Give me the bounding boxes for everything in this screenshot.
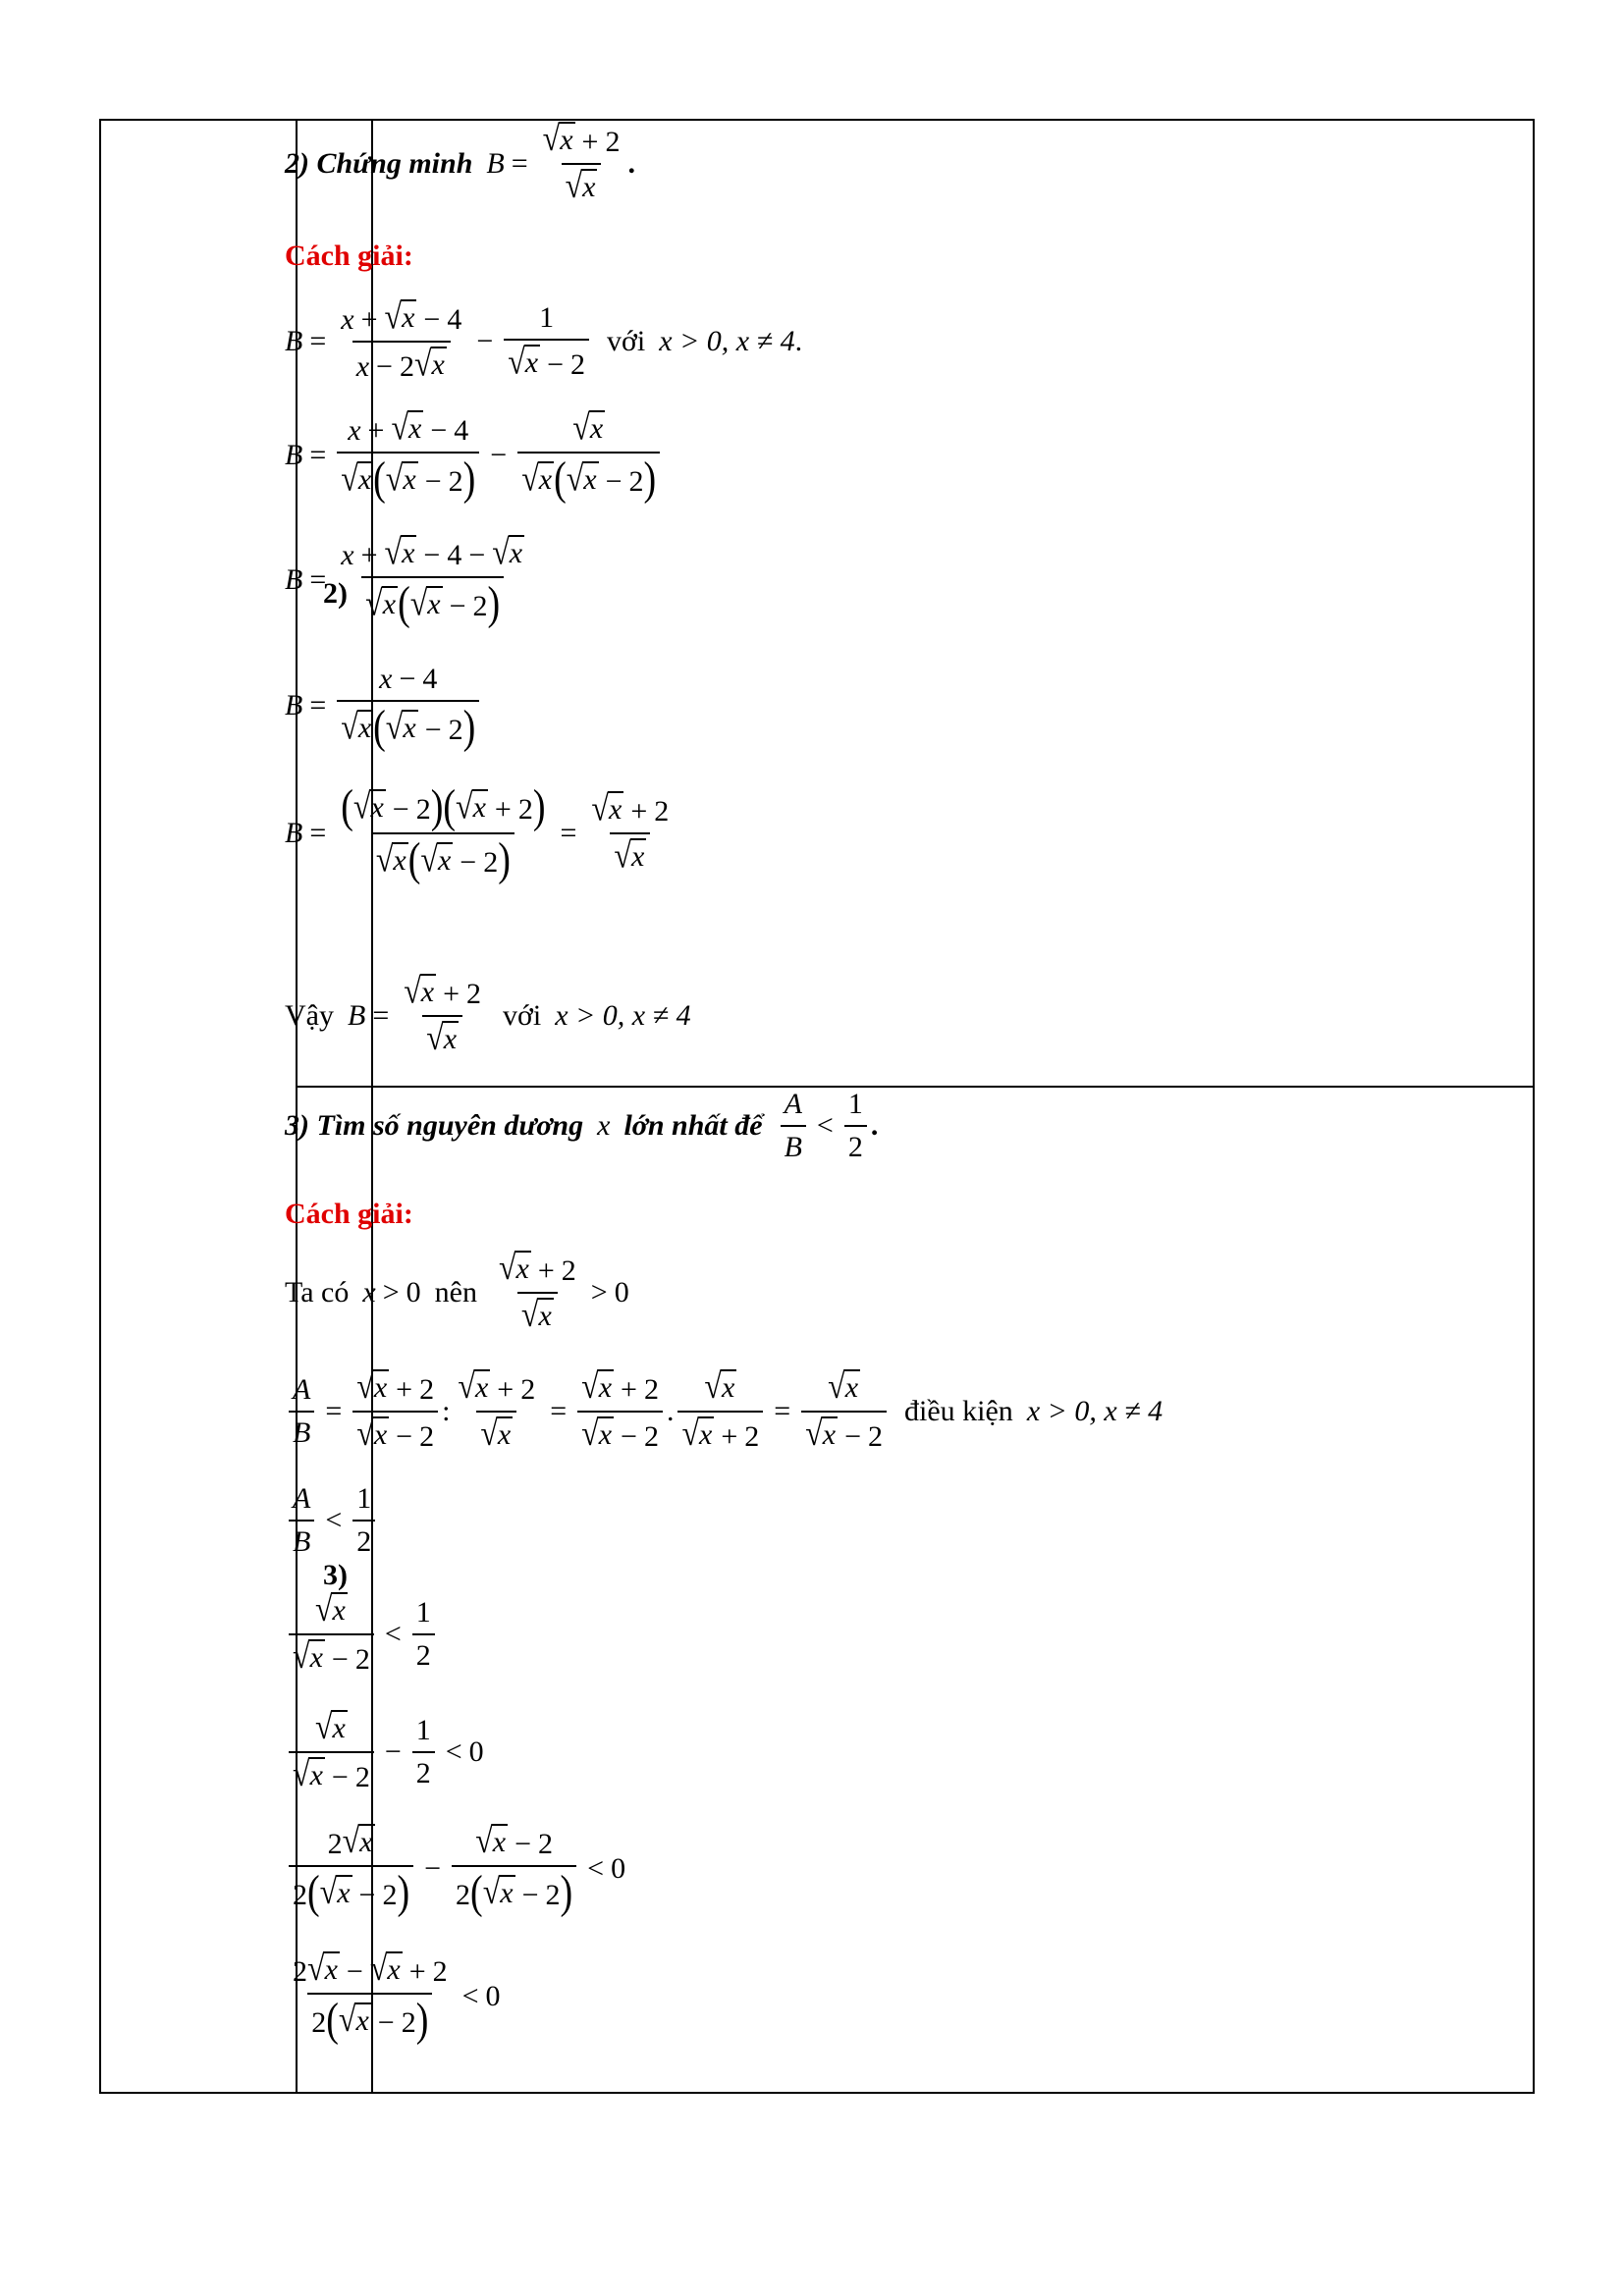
part-3-step-1: Ta có x > 0 nên √ x + 2 √ x > 0 — [285, 1246, 629, 1335]
part-2-step-3: B = x + √ x − 4 − √ x √ x ( √ x − 2) — [285, 530, 523, 630]
row-number-3: 3) — [323, 1559, 348, 1591]
part-2-title: 2) Chứng minh B = √ x + 2 √ x . — [285, 117, 635, 206]
part-2-method-label: Cách giải: — [285, 240, 413, 272]
part-2-step-5: B = ( √ x − 2)( √ x + 2) √ x ( √ x − 2) = √ x + 2 √ x — [285, 780, 670, 886]
part-3-step-4: √ x √ x − 2 < $\frac{1}{2}$ — [285, 1592, 439, 1677]
part-3-step-5: √ x √ x − 2 − $\frac{1}{2}$ < 0 — [285, 1710, 484, 1794]
table-column-empty — [101, 121, 298, 2092]
part-3-step-3: $\frac{A}{B}$ < $\frac{1}{2}$ — [285, 1482, 379, 1559]
part-3-method-label: Cách giải: — [285, 1198, 413, 1230]
part-2-step-4: B = x − 4 √ x ( √ x − 2) — [285, 663, 483, 749]
part-2-step-1: B = x + √ x − 4 x − 2 √ x − 1 √ x − 2 với x > 0, x ≠ 4 . — [285, 294, 803, 384]
part-3-step-6: 2 √ x 2( √ x − 2) − √ x − 2 2( √ x − 2) < 0 — [285, 1824, 625, 1914]
part-2-conclusion: Vậy B = √ x + 2 √ x với x > 0, x ≠ 4 — [285, 969, 691, 1058]
row-number-2: 2) — [323, 577, 348, 610]
part-3-step-2: $\frac{A}{B}$ = √ x + 2 √ x − 2 : √ x + 2 √ x = √ x + 2 √ x − 2 . √ x √ x + 2 = √ x √ x − 2 điều kiện x > 0, x ≠ 4 — [285, 1369, 1163, 1454]
part-3-title: 3) Tìm số nguyên dương x lớn nhất để $\frac{A}{B}$ < $\frac{1}{2}$ . — [285, 1088, 879, 1163]
part-3-step-7: 2 √ x − √ x + 2 2( √ x − 2) < 0 — [293, 1947, 501, 2047]
part-2-step-2: B = x + √ x − 4 √ x ( √ x − 2) − √ x √ x ( √ x − 2) — [285, 410, 664, 501]
